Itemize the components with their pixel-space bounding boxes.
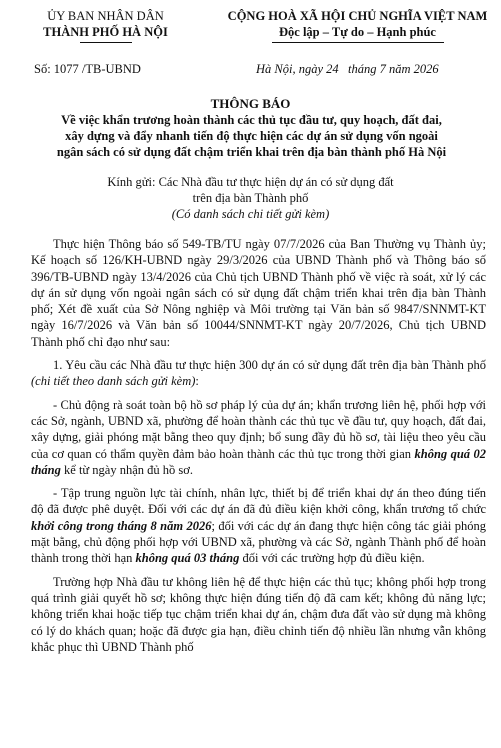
recipients-line: Kính gửi: Các Nhà đầu tư thực hiện dự án có sử dụng đất — [107, 175, 394, 189]
recipients-block — [0, 174, 501, 222]
national-motto: Độc lập – Tự do – Hạnh phúc — [279, 25, 436, 39]
org-name-line2: THÀNH PHỐ HÀ NỘI — [43, 25, 168, 39]
org-underline — [80, 42, 132, 43]
recipients-line: trên địa bàn Thành phố — [192, 191, 309, 205]
document-subject — [14, 112, 489, 160]
document-title: THÔNG BÁO — [210, 96, 291, 111]
country-name: CỘNG HOÀ XÃ HỘI CHỦ NGHĨA VIỆT NAM — [227, 9, 488, 23]
national-heading — [220, 8, 495, 43]
subject-line: Về việc khẩn trương hoàn thành các thủ tục đầu tư, quy hoạch, đất đai, — [61, 113, 442, 127]
subject-line: ngân sách có sử dụng đất chậm triển khai trên địa bàn thành phố Hà Nội — [56, 145, 447, 159]
body-paragraph-resources: - Tập trung nguồn lực tài chính, nhân lực, thiết bị để triển khai dự án theo đúng tiến độ đã được phê duyệt. Đối với các dự án đã đủ điều kiện khởi công, khẩn trương tổ chức khởi công trong tháng 8 năm 2026; đối với các dự án đang thực hiện công tác giải phóng mặt bằng, chủ động phối hợp với UBND xã, phường và các Sở, ngành Thành phố để hoàn thành trong thời hạn không quá 03 tháng đối với các trường hợp đủ điều kiện. — [31, 486, 486, 566]
body-paragraph-item-1: 1. Yêu cầu các Nhà đầu tư thực hiện 300 dự án có sử dụng đất trên địa bàn Thành phố (chi tiết theo danh sách gửi kèm): — [31, 358, 486, 389]
document-number: Số: 1077 /TB-UBND — [34, 62, 141, 76]
subject-line: xây dựng và đẩy nhanh tiến độ thực hiện các dự án sử dụng vốn ngoài — [65, 129, 438, 143]
body-paragraph-preamble: Thực hiện Thông báo số 549-TB/TU ngày 07/7/2026 của Ban Thường vụ Thành ủy; Kế hoạch số 126/KH-UBND ngày 29/3/2026 của UBND Thành phố và Thông báo số 396/TB-UBND ngày 13/4/2026 của Chủ tịch UBND Thành phố về việc rà soát, xử lý các dự án sử dụng vốn ngoài ngân sách có sử dụng đất chậm triển khai trên địa bàn Thành phố; Xét đề xuất của Sở Nông nghiệp và Môi trường tại Văn bản số 9847/SNNMT-KT ngày 16/7/2026 và Văn bản số 10044/SNNMT-KT ngày 20/7/2026, Chủ tịch UBND Thành phố chỉ đạo như sau: — [31, 237, 486, 349]
body-paragraph-procedures: - Chủ động rà soát toàn bộ hồ sơ pháp lý của dự án; khẩn trương liên hệ, phối hợp với các Sở, ngành, UBND xã, phường để hoàn thành các thủ tục về đầu tư, quy hoạch, đất đai, xây dựng, giải phóng mặt bằng theo quy định; bổ sung đầy đủ hồ sơ, tài liệu theo yêu cầu của cơ quan có thẩm quyền đảm bảo hoàn thành các thủ tục trong thời gian không quá 02 tháng kể từ ngày nhận đủ hồ sơ. — [31, 397, 486, 477]
document-date: Hà Nội, ngày 24 tháng 7 năm 2026 — [256, 62, 439, 76]
issuing-authority — [18, 8, 193, 43]
recipients-note: (Có danh sách chi tiết gửi kèm) — [171, 207, 330, 221]
body-paragraph-sanctions: Trường hợp Nhà đầu tư không liên hệ để thực hiện các thủ tục; không phối hợp trong quá trình giải quyết hồ sơ; không thực hiện đúng tiến độ đã cam kết; không đủ năng lực; không triển khai hoặc tiếp tục chậm triển khai dự án, chậm đưa đất vào sử dụng mà không có lý do khách quan; hoặc đã được gia hạn, điều chỉnh tiến độ nhiều lần nhưng vẫn không khắc phục thì UBND Thành phố — [31, 574, 486, 654]
org-name-line1: ỦY BAN NHÂN DÂN — [47, 9, 164, 23]
document-body — [31, 236, 486, 662]
motto-underline — [272, 42, 444, 43]
